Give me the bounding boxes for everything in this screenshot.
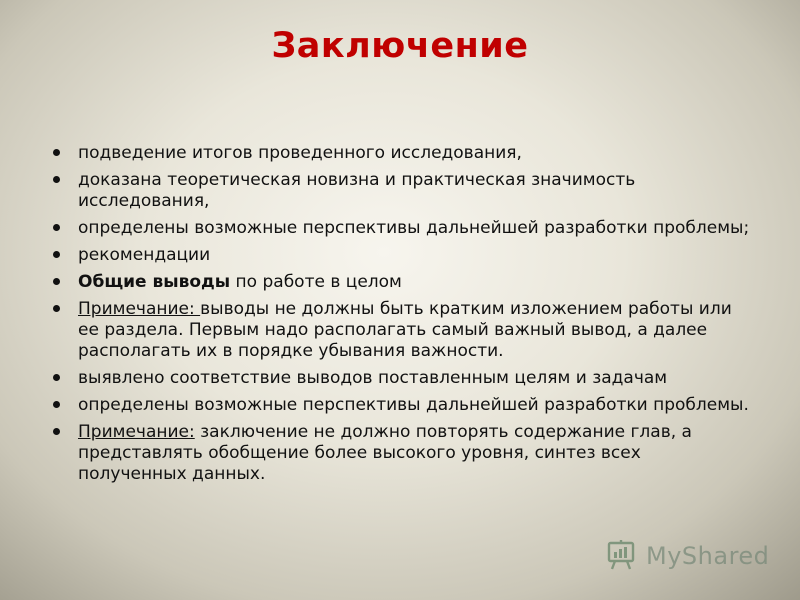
bullet-dot-icon xyxy=(53,224,60,231)
bullet-list xyxy=(50,143,750,491)
bullet-item xyxy=(50,368,750,389)
bullet-bold-text: Общие выводы xyxy=(78,272,231,292)
bullet-text: выявлено соответствие выводов поставленным целям и задачам xyxy=(78,368,668,388)
bullet-item xyxy=(50,218,750,239)
bullet-item xyxy=(50,143,750,164)
note-label: Примечание: xyxy=(78,299,201,319)
bullet-text: заключение не должно повторять содержание глав, а представлять обобщение более высокого уровня, синтез всех полученных данных. xyxy=(78,422,692,484)
bullet-text: по работе в целом xyxy=(230,272,402,292)
slide-title: Заключение xyxy=(271,26,529,66)
bullet-dot-icon xyxy=(53,149,60,156)
presentation-board-icon xyxy=(606,538,640,572)
bullet-text: определены возможные перспективы дальнейшей разработки проблемы. xyxy=(78,395,749,415)
bullet-text: доказана теоретическая новизна и практическая значимость исследования, xyxy=(78,170,636,211)
bullet-dot-icon xyxy=(53,401,60,408)
bullet-item xyxy=(50,272,750,293)
bullet-dot-icon xyxy=(53,278,60,285)
watermark-text: MyShared xyxy=(646,542,770,570)
bullet-item xyxy=(50,395,750,416)
bullet-text: рекомендации xyxy=(78,245,211,265)
bullet-text: определены возможные перспективы дальнейшей разработки проблемы; xyxy=(78,218,750,238)
watermark-logo xyxy=(606,538,770,572)
bullet-dot-icon xyxy=(53,176,60,183)
bullet-text: подведение итогов проведенного исследования, xyxy=(78,143,522,163)
bullet-dot-icon xyxy=(53,428,60,435)
bullet-item xyxy=(50,245,750,266)
bullet-item xyxy=(50,422,750,485)
bullet-text: выводы не должны быть кратким изложением работы или ее раздела. Первым надо располагать самый важный вывод, а далее располагать их в порядке убывания важности. xyxy=(78,299,732,361)
bullet-dot-icon xyxy=(53,374,60,381)
bullet-item xyxy=(50,299,750,362)
bullet-item xyxy=(50,170,750,212)
bullet-dot-icon xyxy=(53,305,60,312)
bullet-dot-icon xyxy=(53,251,60,258)
note-label: Примечание: xyxy=(78,422,195,442)
